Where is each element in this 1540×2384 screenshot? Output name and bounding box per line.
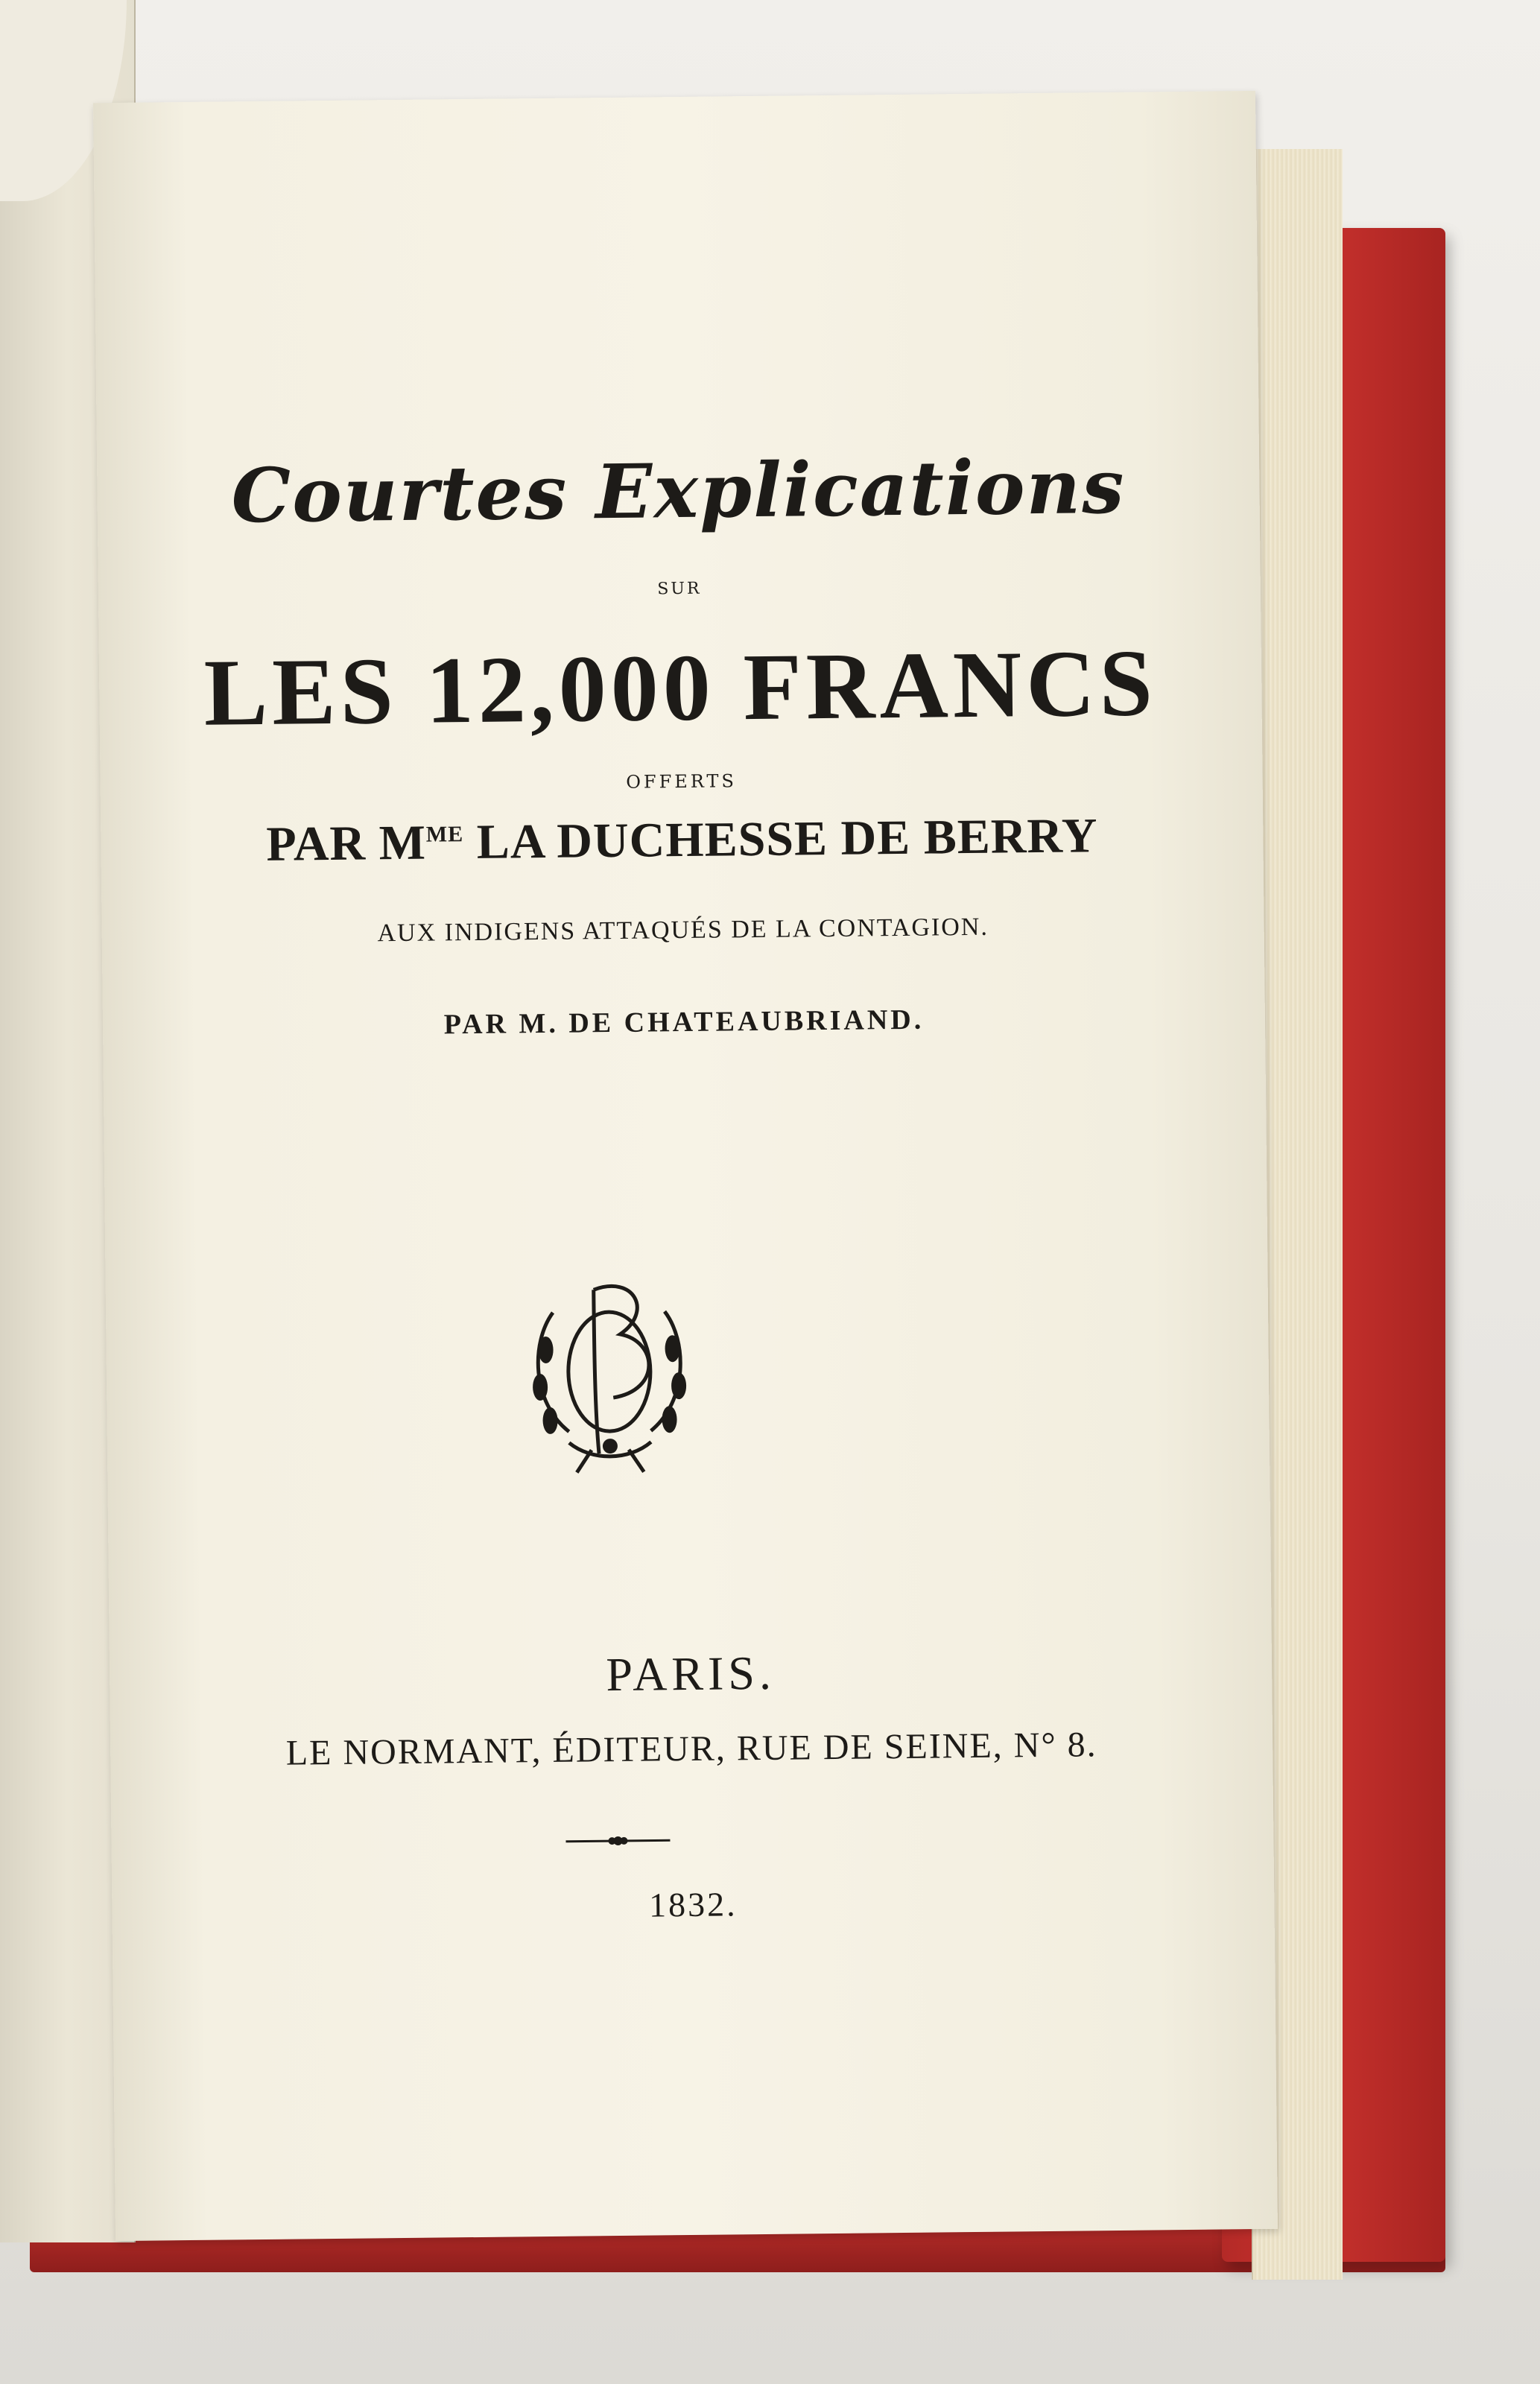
donor-par: PAR M: [266, 815, 427, 872]
ornamental-rule-icon: [565, 1833, 670, 1848]
subject-text: LES 12,000 FRANCS: [203, 630, 1158, 746]
sur-text: SUR: [657, 579, 702, 599]
title-page: [93, 91, 1278, 2241]
monogram-ornament-icon: [522, 1259, 696, 1477]
offerts-text: OFFERTS: [626, 770, 738, 793]
city-text: PARIS.: [606, 1646, 776, 1702]
publisher-text: LE NORMANT, ÉDITEUR, RUE DE SEINE, N° 8.: [285, 1725, 1097, 1773]
recipients-text: AUX INDIGENS ATTAQUÉS DE LA CONTAGION.: [377, 913, 989, 948]
year-text: 1832.: [648, 1885, 738, 1924]
donor-line: [101, 806, 1264, 875]
author-text: PAR M. DE CHATEAUBRIAND.: [443, 1004, 925, 1041]
donor-name: LA DUCHESSE DE BERRY: [463, 808, 1098, 870]
book-title: Courtes Explications: [230, 442, 1127, 540]
donor-superscript: ME: [425, 822, 464, 847]
